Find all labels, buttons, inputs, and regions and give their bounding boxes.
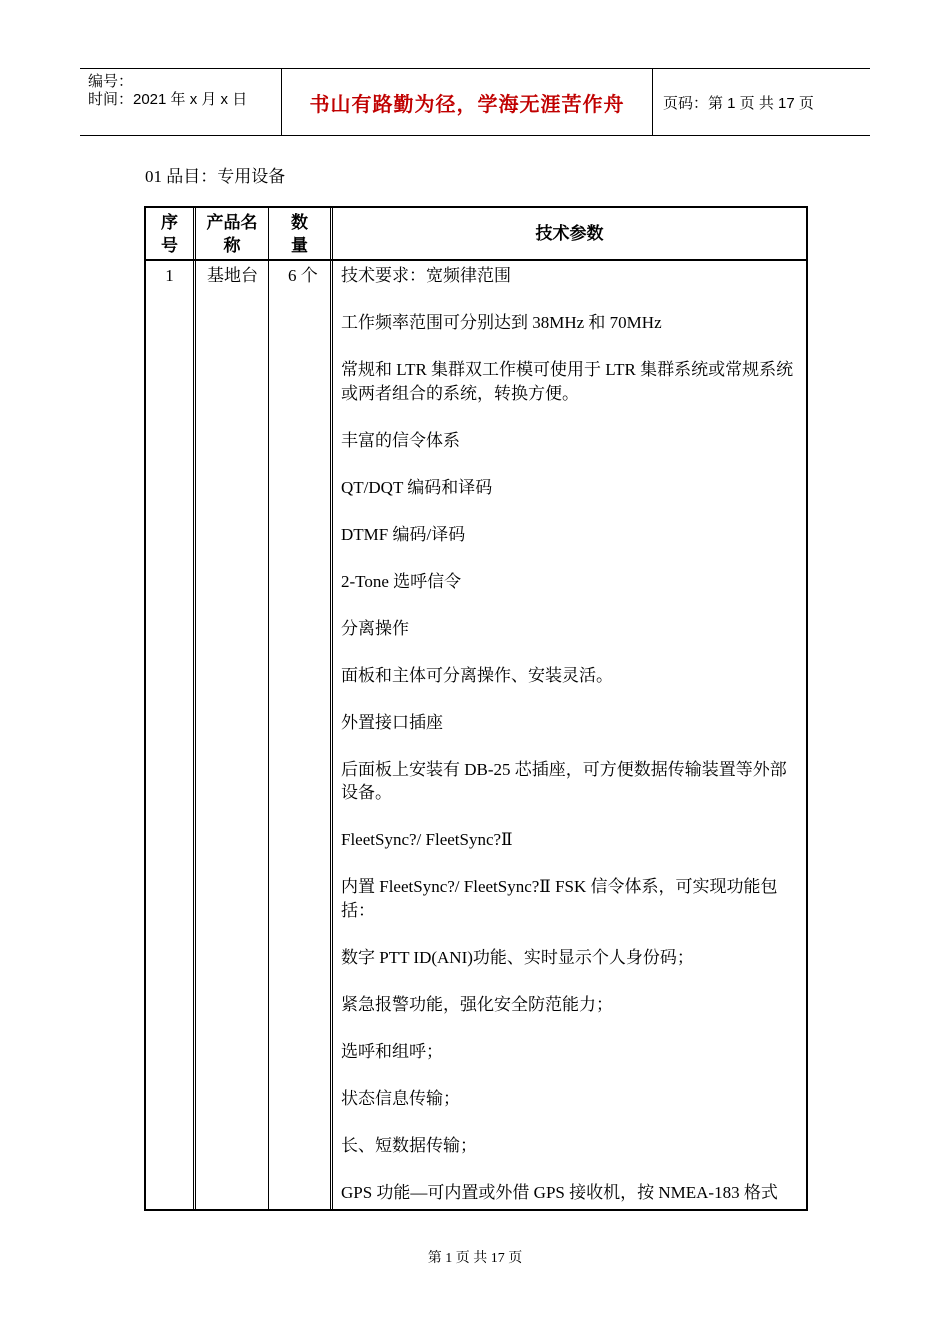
param-line: 紧急报警功能，强化安全防范能力；	[341, 994, 613, 1014]
row-tech-params	[341, 264, 803, 1228]
param-line: 状态信息传输；	[341, 1088, 460, 1108]
header-meta	[80, 69, 281, 135]
row-quantity: 6 个	[288, 266, 318, 285]
document-date: 时间：2021 年 x 月 x 日	[88, 91, 248, 108]
header-seq: 序 号	[161, 212, 178, 255]
param-line: 2-Tone 选呼信令	[341, 571, 462, 591]
motto: 书山有路勤为径，学海无涯苦作舟	[309, 93, 625, 116]
column-divider	[193, 208, 194, 1209]
param-line: 分离操作	[341, 618, 409, 638]
param-line: 丰富的信令体系	[341, 430, 460, 450]
column-divider	[195, 208, 196, 1209]
param-line: 后面板上安装有 DB-25 芯插座，可方便数据传输装置等外部设备。	[341, 759, 787, 802]
header-page-info: 页码：第 1 页 共 17 页	[663, 94, 814, 112]
header-page-cell	[653, 69, 870, 135]
category-title: 01 品目：专用设备	[145, 167, 286, 186]
page-header	[80, 68, 870, 136]
param-line: 面板和主体可分离操作、安装灵活。	[341, 665, 613, 685]
param-line: 选呼和组呼；	[341, 1041, 443, 1061]
document-number: 编号：	[88, 73, 134, 90]
header-product-name: 产品名 称	[206, 212, 258, 255]
page-footer: 第 1 页 共 17 页	[427, 1251, 523, 1266]
header-tech-params: 技术参数	[535, 224, 604, 243]
param-line: 常规和 LTR 集群双工作模可使用于 LTR 集群系统或常规系统或两者组合的系统，转换方便。	[341, 360, 794, 403]
header-row-divider	[146, 259, 806, 261]
column-divider	[268, 208, 269, 1209]
header-motto-cell	[281, 69, 653, 135]
param-line: FleetSync?/ FleetSync?Ⅱ	[341, 830, 513, 849]
param-line: 数字 PTT ID(ANI)功能、实时显示个人身份码；	[341, 947, 694, 967]
param-line: 长、短数据传输；	[341, 1135, 477, 1155]
param-line: 外置接口插座	[341, 712, 443, 732]
header-quantity: 数 量	[291, 212, 308, 255]
param-line: DTMF 编码/译码	[341, 524, 466, 544]
param-line: GPS 功能—可内置或外借 GPS 接收机，按 NMEA-183 格式	[341, 1182, 778, 1202]
param-line: 工作频率范围可分别达到 38MHz 和 70MHz	[341, 313, 662, 332]
param-line: 技术要求：宽频律范围	[341, 266, 511, 285]
column-divider	[330, 208, 331, 1209]
row-product-name: 基地台	[207, 266, 258, 285]
row-seq: 1	[165, 266, 174, 285]
spec-table	[144, 206, 808, 1211]
param-line: 内置 FleetSync?/ FleetSync?Ⅱ FSK 信令体系，可实现功能包括：	[341, 877, 778, 920]
column-divider	[332, 208, 333, 1209]
param-line: QT/DQT 编码和译码	[341, 477, 493, 497]
